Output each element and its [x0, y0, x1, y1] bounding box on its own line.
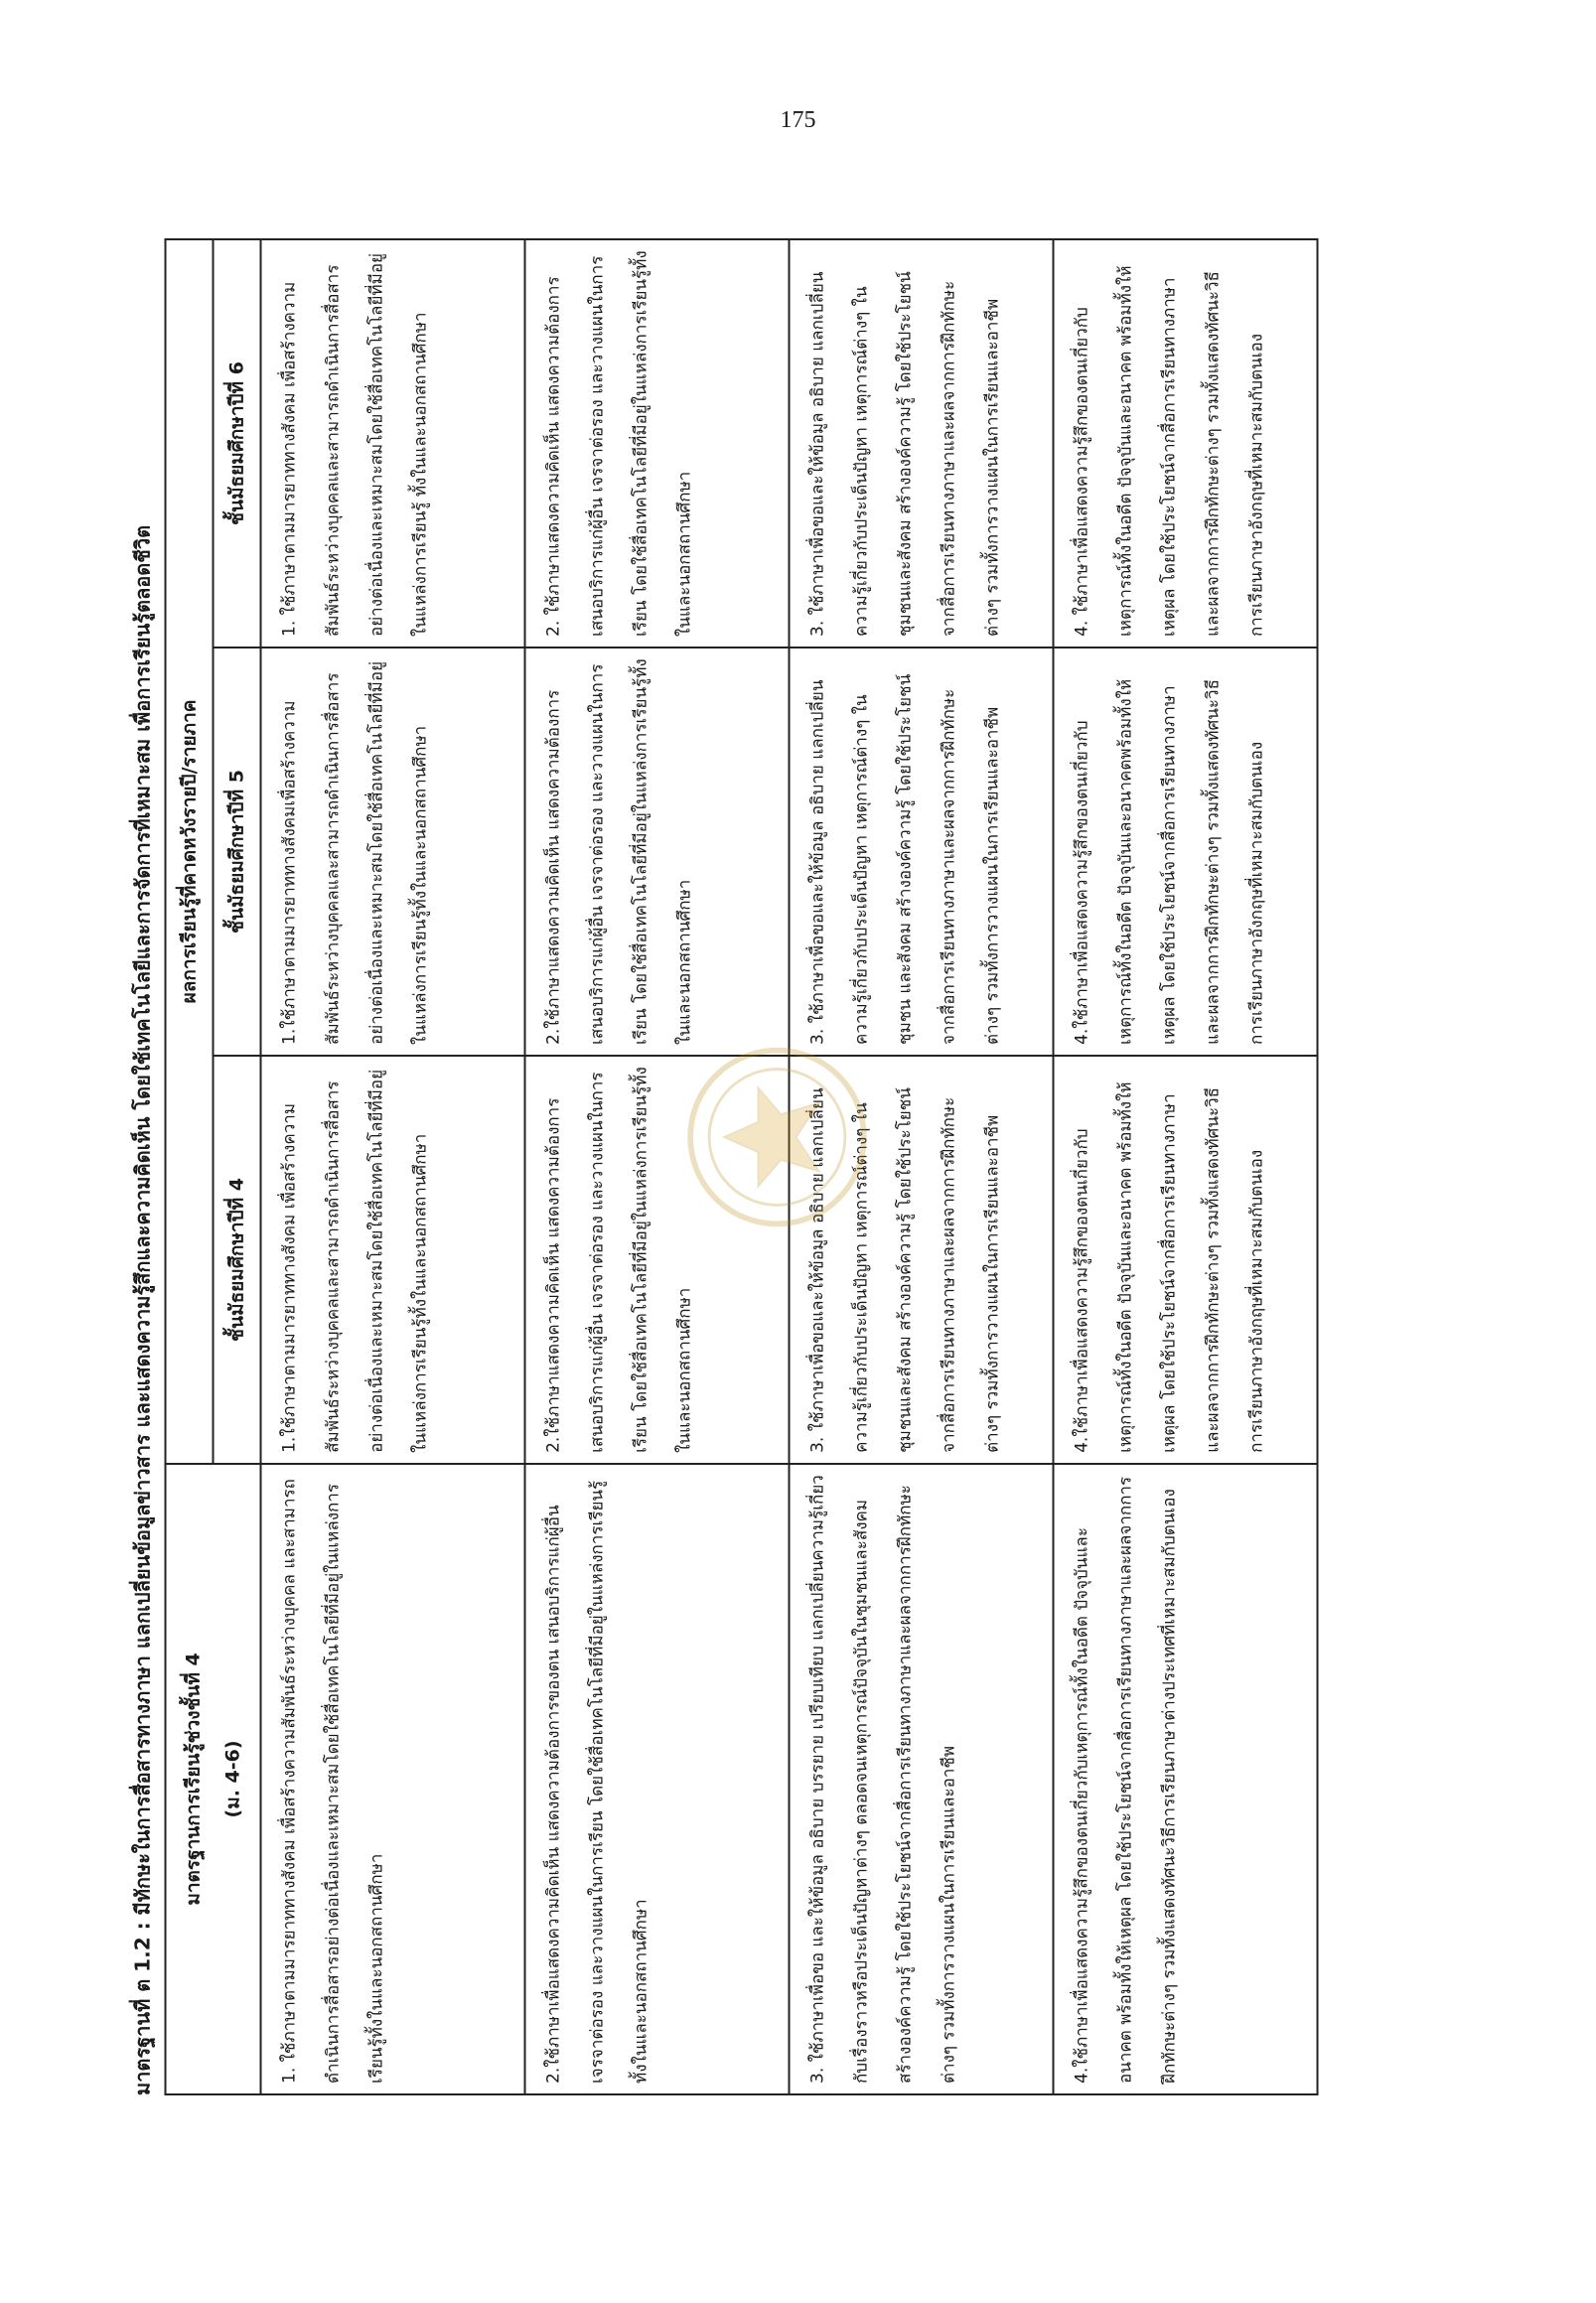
- page-number: 175: [780, 107, 816, 133]
- cell-text: 2. ใช้ภาษาแสดงความคิดเห็น แสดงความต้องการ เสนอบริการแก่ผู้อื่น เจรจาต่อรอง และวางแผนในการเรียน โดยใช้สื่อเทคโนโลยีที่มีอยู่ในแหล่งการเรียนรู้ทั้งในและนอกสถานศึกษา: [543, 250, 695, 637]
- cell-standard: [525, 1464, 790, 2094]
- cell-m6: [525, 239, 790, 648]
- cell-m4: [1054, 1056, 1318, 1464]
- cell-m6: [261, 239, 525, 648]
- cell-text: 4.ใช้ภาษาเพื่อแสดงความรู้สึกของตนเกี่ยวกับเหตุการณ์ทั้งในอดีต ปัจจุบันและอนาคต พร้อมทั้งให้เหตุผล โดยใช้ประโยชน์จากสื่อการเรียนทางภาษาและผลจากการฝึกทักษะต่างๆ รวมทั้งแสดงทัศนะวิธีการเรียนภาษาต่างประเทศที่เหมาะสมกับตนเอง: [1072, 1476, 1180, 2084]
- cell-text: 1. ใช้ภาษาตามมารยาททางสังคม เพื่อสร้างความสัมพันธ์ระหว่างบุคคล และสามารถดำเนินการสื่อสารอย่างต่อเนื่องและเหมาะสมโดยใช้สื่อเทคโนโลยีที่มีอยู่ในแหล่งการเรียนรู้ทั้งในและนอกสถานศึกษา: [279, 1479, 387, 2084]
- cell-m6: [1054, 239, 1318, 648]
- header-standard: [166, 1464, 261, 2094]
- cell-m5: [790, 648, 1054, 1056]
- table-row: [261, 239, 525, 2094]
- cell-m5: [261, 648, 525, 1056]
- cell-text: 1.ใช้ภาษาตามมารยาททางสังคม เพื่อสร้างความสัมพันธ์ระหว่างบุคคลและสามารถดำเนินการสื่อสารอย่างต่อเนื่องและเหมาะสมโดยใช้สื่อเทคโนโลยีที่มีอยู่ในแหล่งการเรียนรู้ทั้งในและนอกสถานศึกษา: [279, 1069, 431, 1453]
- header-standard-level: (ม. 4-6): [221, 1740, 244, 1818]
- cell-text: 2.ใช้ภาษาแสดงความคิดเห็น แสดงความต้องการ เสนอบริการแก่ผู้อื่น เจรจาต่อรอง และวางแผนในการเรียน โดยใช้สื่อเทคโนโลยีที่มีอยู่ในแหล่งการเรียนรู้ทั้งในและนอกสถานศึกษา: [543, 1067, 695, 1453]
- rotated-table-block: [127, 228, 1453, 2095]
- header-m6: ชั้นมัธยมศึกษาปีที่ 6: [214, 239, 261, 648]
- cell-text: 3. ใช้ภาษาเพื่อขอและให้ข้อมูล อธิบาย แลกเปลี่ยนความรู้เกี่ยวกับประเด็นปัญหา เหตุการณ์ต่างๆ ในชุมชน และสังคม สร้างองค์ความรู้ โดยใช้ประโยชน์จากสื่อการเรียนทางภาษาและผลจากการฝึกทักษะต่างๆ รวมทั้งการวางแผนในการเรียนและอาชีพ: [807, 673, 1003, 1045]
- table-header-row: [166, 239, 214, 2094]
- cell-text: 3. ใช้ภาษาเพื่อขอและให้ข้อมูล อธิบาย แลกเปลี่ยนความรู้เกี่ยวกับประเด็นปัญหา เหตุการณ์ต่างๆ ในชุมชนและสังคม สร้างองค์ความรู้ โดยใช้ประโยชน์จากสื่อการเรียนทางภาษาและผลจากการฝึกทักษะต่างๆ รวมทั้งการวางแผนในการเรียนและอาชีพ: [807, 1087, 1003, 1453]
- cell-text: 4.ใช้ภาษาเพื่อแสดงความรู้สึกของตนเกี่ยวกับเหตุการณ์ทั้งในอดีต ปัจจุบันและอนาคต พร้อมทั้งให้เหตุผล โดยใช้ประโยชน์จากสื่อการเรียนทางภาษาและผลจากการฝึกทักษะต่างๆ รวมทั้งแสดงทัศนะวิธีการเรียนภาษาอังกฤษที่เหมาะสมกับตนเอง: [1072, 1081, 1267, 1453]
- header-m5: ชั้นมัธยมศึกษาปีที่ 5: [214, 648, 261, 1056]
- cell-standard: [261, 1464, 525, 2094]
- cell-text: 3. ใช้ภาษาเพื่อขอ และให้ข้อมูล อธิบาย บรรยาย เปรียบเทียบ แลกเปลี่ยนความรู้เกี่ยวกับเรื่องราวหรือประเด็นปัญหาต่างๆ ตลอดจนเหตุการณ์ปัจจุบันในชุมชนและสังคม สร้างองค์ความรู้ โดยใช้ประโยชน์จากสื่อการเรียนทางภาษาและผลจากการฝึกทักษะต่างๆ รวมทั้งการวางแผนในการเรียนและอาชีพ: [807, 1475, 959, 2084]
- cell-text: 2.ใช้ภาษาแสดงความคิดเห็น แสดงความต้องการ เสนอบริการแก่ผู้อื่น เจรจาต่อรอง และวางแผนในการเรียน โดยใช้สื่อเทคโนโลยีที่มีอยู่ในแหล่งการเรียนรู้ทั้งในและนอกสถานศึกษา: [543, 658, 695, 1045]
- header-m4: ชั้นมัธยมศึกษาปีที่ 4: [214, 1056, 261, 1464]
- cell-text: 1. ใช้ภาษาตามมารยาททางสังคม เพื่อสร้างความสัมพันธ์ระหว่างบุคคลและสามารถดำเนินการสื่อสารอย่างต่อเนื่องและเหมาะสมโดยใช้สื่อเทคโนโลยีที่มีอยู่ในแหล่งการเรียนรู้ ทั้งในและนอกสถานศึกษา: [279, 252, 431, 637]
- cell-m4: [261, 1056, 525, 1464]
- cell-standard: [790, 1464, 1054, 2094]
- cell-text: 2.ใช้ภาษาเพื่อแสดงความคิดเห็น แสดงความต้องการของตน เสนอบริการแก่ผู้อื่น เจรจาต่อรอง และวางแผนในการเรียน โดยใช้สื่อเทคโนโลยีที่มีอยู่ในแหล่งการเรียนรู้ทั้งในและนอกสถานศึกษา: [543, 1480, 652, 2084]
- standards-table: [165, 238, 1319, 2095]
- cell-text: 4. ใช้ภาษาเพื่อแสดงความรู้สึกของตนเกี่ยวกับเหตุการณ์ทั้งในอดีต ปัจจุบันและอนาคต พร้อมทั้งให้เหตุผล โดยใช้ประโยชน์จากสื่อการเรียนทางภาษาและผลจากการฝึกทักษะต่างๆ รวมทั้งแสดงทัศนะวิธีการเรียนภาษาอังกฤษที่เหมาะสมกับตนเอง: [1072, 265, 1267, 637]
- cell-m6: [790, 239, 1054, 648]
- cell-standard: [1054, 1464, 1318, 2094]
- table-row: [790, 239, 1054, 2094]
- cell-m5: [1054, 648, 1318, 1056]
- cell-text: 4.ใช้ภาษาเพื่อแสดงความรู้สึกของตนเกี่ยวกับเหตุการณ์ทั้งในอดีต ปัจจุบันและอนาคตพร้อมทั้งให้เหตุผล โดยใช้ประโยชน์จากสื่อการเรียนทางภาษาและผลจากการฝึกทักษะต่างๆ รวมทั้งแสดงทัศนะวิธีการเรียนภาษาอังกฤษที่เหมาะสมกับตนเอง: [1072, 678, 1267, 1045]
- table-caption: มาตรฐานที่ ต 1.2 : มีทักษะในการสื่อสารทางภาษา แลกเปลี่ยนข้อมูลข่าวสาร และแสดงความรู้สึกและความคิดเห็น โดยใช้เทคโนโลยีและการจัดการที่เหมาะสม เพื่อการเรียนรู้ตลอดชีวิต: [130, 524, 155, 2095]
- cell-m4: [525, 1056, 790, 1464]
- header-standard-title: มาตรฐานการเรียนรู้ช่วงชั้นที่ 4: [182, 1653, 205, 1906]
- cell-text: 1.ใช้ภาษาตามมารยาททางสังคมเพื่อสร้างความสัมพันธ์ระหว่างบุคคลและสามารถดำเนินการสื่อสารอย่างต่อเนื่องและเหมาะสมโดยใช้สื่อเทคโนโลยีที่มีอยู่ในแหล่งการเรียนรู้ทั้งในและนอกสถานศึกษา: [279, 660, 431, 1045]
- table-row: [525, 239, 790, 2094]
- cell-m4: [790, 1056, 1054, 1464]
- cell-m5: [525, 648, 790, 1056]
- header-outcomes-group: ผลการเรียนรู้ที่คาดหวังรายปี/รายภาค: [166, 239, 214, 1464]
- table-row: [1054, 239, 1318, 2094]
- cell-text: 3. ใช้ภาษาเพื่อขอและให้ข้อมูล อธิบาย แลกเปลี่ยนความรู้เกี่ยวกับประเด็นปัญหา เหตุการณ์ต่างๆ ในชุมชนและสังคม สร้างองค์ความรู้ โดยใช้ประโยชน์จากสื่อการเรียนทางภาษาและผลจากการฝึกทักษะต่างๆ รวมทั้งการวางแผนในการเรียนและอาชีพ: [807, 271, 1003, 637]
